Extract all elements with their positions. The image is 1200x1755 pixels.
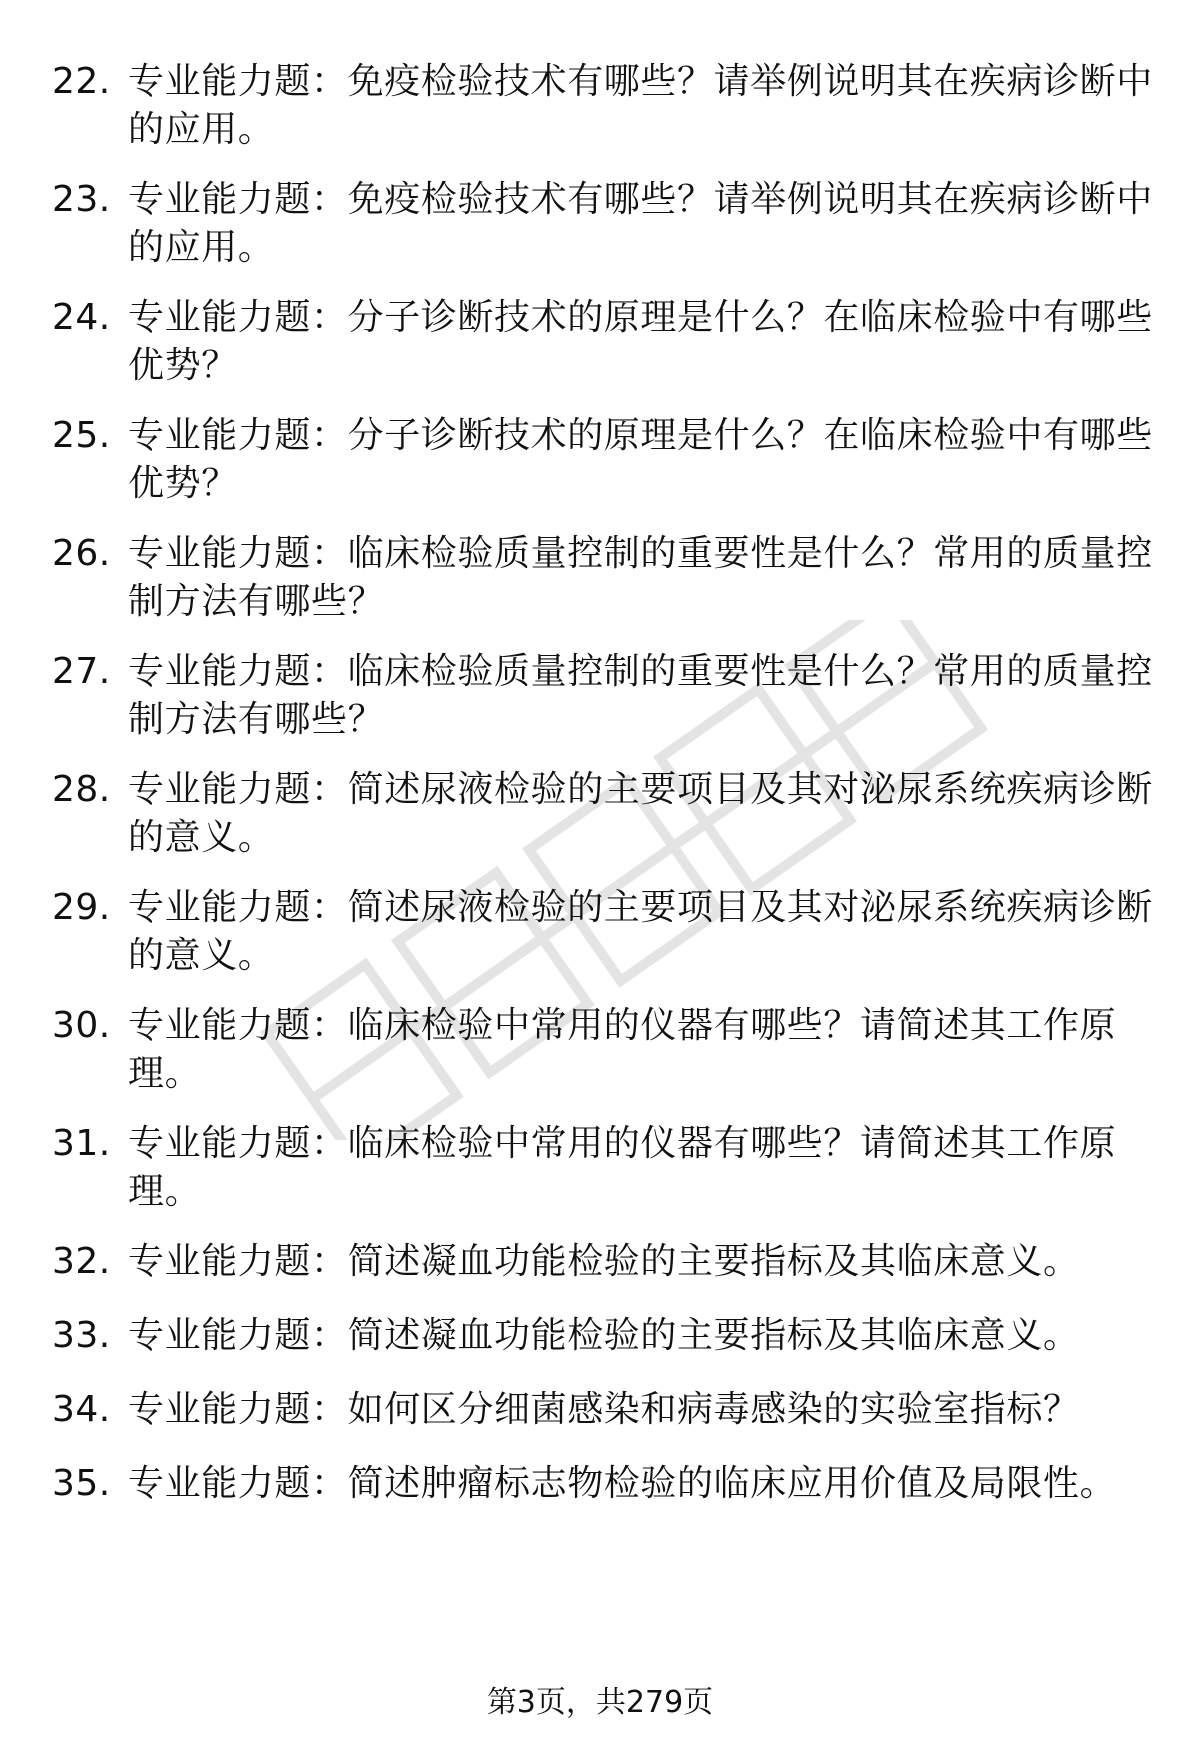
question-text-line: 专业能力题：临床检验质量控制的重要性是什么？常用的质量控 xyxy=(128,651,1153,692)
question-text-line: 专业能力题：如何区分细菌感染和病毒感染的实验室指标？ xyxy=(128,1389,1080,1430)
question-text xyxy=(128,58,1153,154)
question-number: 27. xyxy=(52,651,111,692)
question-text-line: 理。 xyxy=(128,1053,202,1094)
question-text xyxy=(128,1386,1138,1434)
question-number: 24. xyxy=(52,297,111,338)
question-text-line: 的意义。 xyxy=(128,935,275,976)
question-text-line: 优势？ xyxy=(128,463,238,504)
question-item xyxy=(52,884,1152,980)
question-text xyxy=(128,1120,1138,1216)
question-number: 25. xyxy=(52,415,111,456)
question-text xyxy=(128,1238,1138,1286)
question-item xyxy=(52,1312,1152,1360)
question-text-line: 专业能力题：简述肿瘤标志物检验的临床应用价值及局限性。 xyxy=(128,1463,1117,1504)
question-number: 33. xyxy=(52,1315,111,1356)
question-number: 28. xyxy=(52,769,111,810)
question-item xyxy=(52,58,1152,154)
question-text xyxy=(128,884,1153,980)
question-number: 26. xyxy=(52,533,111,574)
question-item xyxy=(52,648,1152,744)
question-item xyxy=(52,1460,1152,1508)
question-text-line: 专业能力题：临床检验中常用的仪器有哪些？请简述其工作原 xyxy=(128,1005,1117,1046)
question-text xyxy=(128,412,1153,508)
question-text-line: 专业能力题：临床检验中常用的仪器有哪些？请简述其工作原 xyxy=(128,1123,1117,1164)
question-text-line: 专业能力题：临床检验质量控制的重要性是什么？常用的质量控 xyxy=(128,533,1153,574)
question-text-line: 的应用。 xyxy=(128,227,275,268)
question-text-line: 专业能力题：简述凝血功能检验的主要指标及其临床意义。 xyxy=(128,1315,1080,1356)
question-item xyxy=(52,1120,1152,1216)
question-item xyxy=(52,1386,1152,1434)
question-text-line: 专业能力题：免疫检验技术有哪些？请举例说明其在疾病诊断中 xyxy=(128,61,1153,102)
question-item xyxy=(52,412,1152,508)
question-text xyxy=(128,766,1153,862)
question-item xyxy=(52,530,1152,626)
question-number: 31. xyxy=(52,1123,111,1164)
question-number: 22. xyxy=(52,61,111,102)
question-number: 23. xyxy=(52,179,111,220)
question-number: 34. xyxy=(52,1389,111,1430)
question-item xyxy=(52,176,1152,272)
question-text xyxy=(128,1002,1138,1098)
question-text-line: 专业能力题：简述尿液检验的主要项目及其对泌尿系统疾病诊断 xyxy=(128,769,1153,810)
page-footer: 第3页，共279页 xyxy=(486,1685,714,1720)
question-text-line: 制方法有哪些？ xyxy=(128,581,385,622)
question-item xyxy=(52,1238,1152,1286)
question-text xyxy=(128,530,1153,626)
question-item xyxy=(52,766,1152,862)
question-text-line: 优势？ xyxy=(128,345,238,386)
question-text-line: 理。 xyxy=(128,1171,202,1212)
question-text xyxy=(128,1460,1138,1508)
question-text xyxy=(128,648,1153,744)
question-text-line: 专业能力题：分子诊断技术的原理是什么？在临床检验中有哪些 xyxy=(128,415,1153,456)
question-text-line: 制方法有哪些？ xyxy=(128,699,385,740)
question-number: 30. xyxy=(52,1005,111,1046)
question-text-line: 专业能力题：简述尿液检验的主要项目及其对泌尿系统疾病诊断 xyxy=(128,887,1153,928)
question-item xyxy=(52,1002,1152,1098)
question-text-line: 专业能力题：简述凝血功能检验的主要指标及其临床意义。 xyxy=(128,1241,1080,1282)
question-number: 29. xyxy=(52,887,111,928)
question-text-line: 专业能力题：分子诊断技术的原理是什么？在临床检验中有哪些 xyxy=(128,297,1153,338)
question-item xyxy=(52,294,1152,390)
question-text xyxy=(128,176,1153,272)
question-text-line: 专业能力题：免疫检验技术有哪些？请举例说明其在疾病诊断中 xyxy=(128,179,1153,220)
question-text-line: 的意义。 xyxy=(128,817,275,858)
question-text-line: 的应用。 xyxy=(128,109,275,150)
question-number: 35. xyxy=(52,1463,111,1504)
question-text xyxy=(128,294,1153,390)
question-text xyxy=(128,1312,1138,1360)
question-number: 32. xyxy=(52,1241,111,1282)
